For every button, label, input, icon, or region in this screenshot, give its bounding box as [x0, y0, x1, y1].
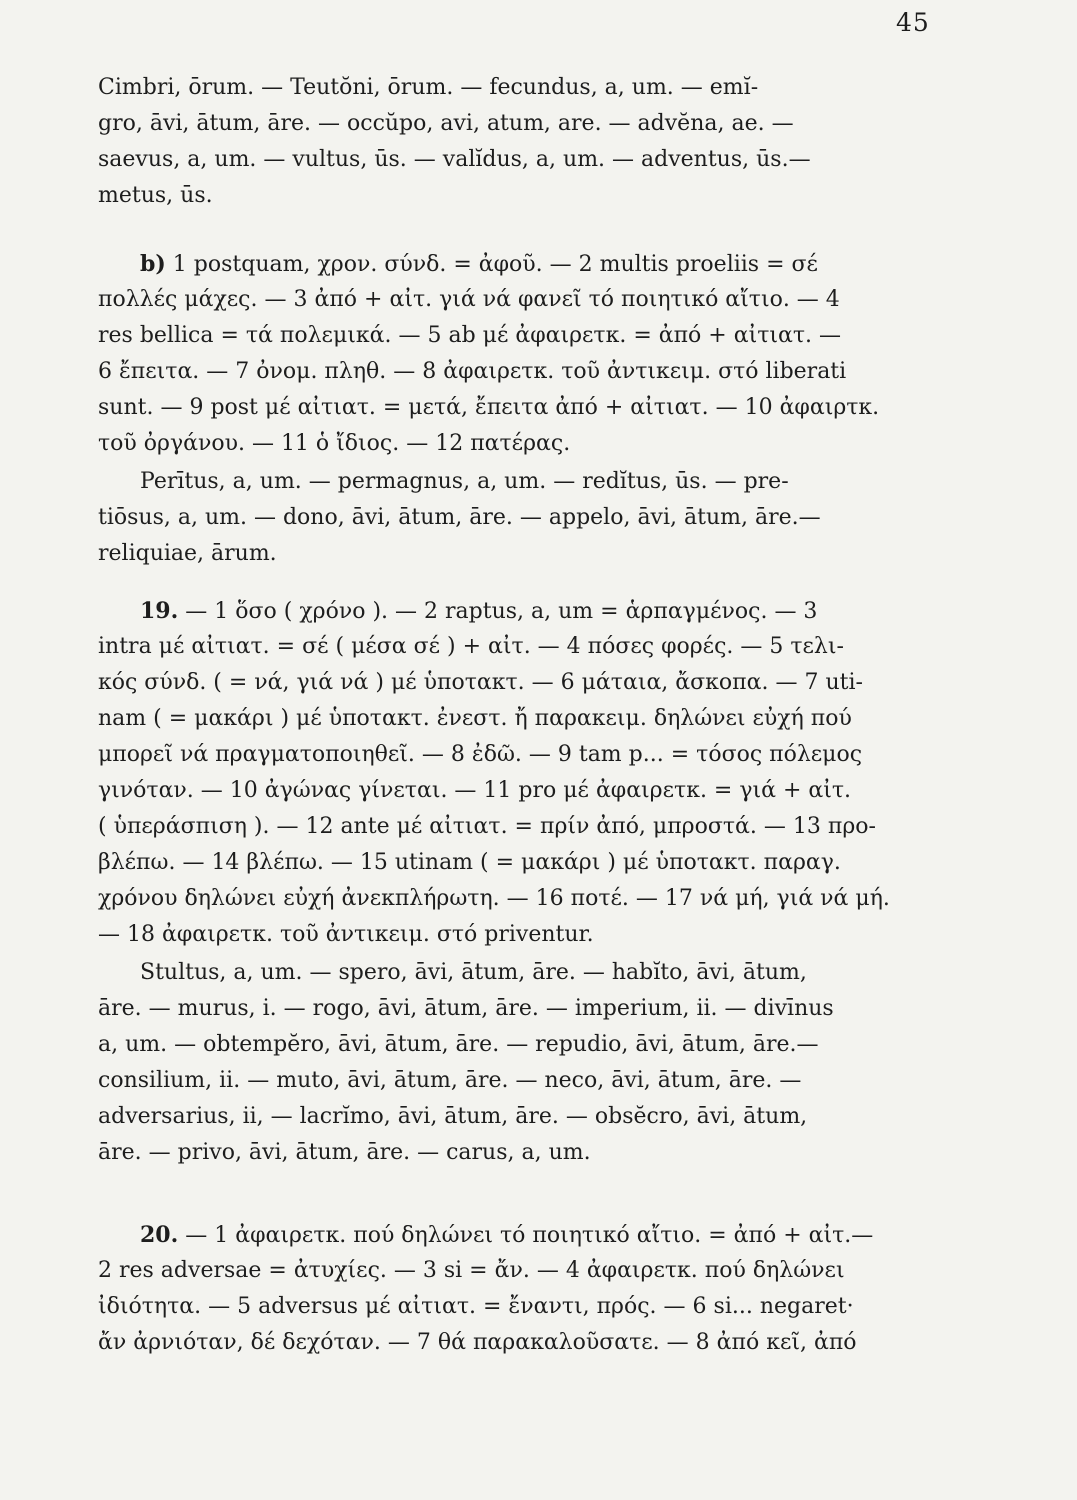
text-line: 6 ἔπειτα. — 7 ὀνομ. πληθ. — 8 ἀφαιρετκ. τοῦ ἀντικειμ. στό liberati	[98, 359, 847, 384]
text-line: 2 res adversae = ἀτυχίες. — 3 si = ἄν. — 4 ἀφαιρετκ. πού δηλώνει	[98, 1258, 845, 1283]
text-line: sunt. — 9 post μέ αἰτιατ. = μετά, ἔπειτα ἀπό + αἰτιατ. — 10 ἀφαιρτκ.	[98, 395, 880, 420]
text-line: πολλές μάχες. — 3 ἀπό + αἰτ. γιά νά φανεῖ τό ποιητικό αἴτιο. — 4	[98, 287, 840, 312]
text-line: Cimbri, ōrum. — Teutŏni, ōrum. — fecundus, a, um. — emĭ-	[98, 75, 759, 100]
section-label: b)	[140, 251, 166, 277]
text-line: ( ὑπεράσπιση ). — 12 ante μέ αἰτιατ. = πρίν ἀπό, μπροστά. — 13 προ-	[98, 814, 876, 839]
text-line: nam ( = μακάρι ) μέ ὑποτακτ. ἐνεστ. ἤ παρακειμ. δηλώνει εὐχή πού	[98, 706, 852, 731]
text-line: tiōsus, a, um. — dono, āvi, ātum, āre. — appelo, āvi, ātum, āre.—	[98, 505, 821, 530]
text-line: res bellica = τά πολεμικά. — 5 ab μέ ἀφαιρετκ. = ἀπό + αἰτιατ. —	[98, 323, 842, 348]
text-line: a, um. — obtempĕro, āvi, ātum, āre. — repudio, āvi, ātum, āre.—	[98, 1032, 819, 1057]
text-line: ἄν ἀρνιόταν, δέ δεχόταν. — 7 θά παρακαλοῦσατε. — 8 ἀπό κεῖ, ἀπό	[98, 1330, 857, 1355]
notes-section-19	[98, 593, 962, 953]
text-line: intra μέ αἰτιατ. = σέ ( μέσα σέ ) + αἰτ. — 4 πόσες φορές. — 5 τελι-	[98, 634, 844, 659]
text-line: āre. — murus, i. — rogo, āvi, ātum, āre. — imperium, ii. — divīnus	[98, 996, 834, 1021]
vocabulary-paragraph	[98, 70, 962, 214]
line-text: — 1 ἀφαιρετκ. πού δηλώνει τό ποιητικό αἴτιο. = ἀπό + αἰτ.—	[178, 1223, 874, 1248]
text-line: metus, ūs.	[98, 183, 213, 208]
notes-section-b	[98, 246, 962, 462]
text-line: μπορεῖ νά πραγματοποιηθεῖ. — 8 ἐδῶ. — 9 tam p... = τόσος πόλεμος	[98, 742, 863, 767]
text-line	[98, 246, 962, 282]
text-line: χρόνου δηλώνει εὐχή ἀνεκπλήρωτη. — 16 ποτέ. — 17 νά μή, γιά νά μή.	[98, 886, 890, 911]
section-label: 20.	[140, 1222, 179, 1248]
text-line: consilium, ii. — muto, āvi, ātum, āre. — neco, āvi, ātum, āre. —	[98, 1068, 802, 1093]
text-line: Perītus, a, um. — permagnus, a, um. — redĭtus, ūs. — pre-	[140, 469, 789, 494]
text-line: ἰδιότητα. — 5 adversus μέ αἰτιατ. = ἔναντι, πρός. — 6 si... negaret·	[98, 1294, 854, 1319]
notes-section-20	[98, 1217, 962, 1361]
text-line: τοῦ ὀργάνου. — 11 ὁ ἴδιος. — 12 πατέρας.	[98, 431, 571, 456]
text-line: κός σύνδ. ( = νά, γιά νά ) μέ ὑποτακτ. — 6 μάταια, ἄσκοπα. — 7 uti-	[98, 670, 863, 695]
text-line: adversarius, ii, — lacrĭmo, āvi, ātum, āre. — obsĕcro, āvi, ātum,	[98, 1104, 808, 1129]
vocabulary-paragraph	[98, 464, 962, 572]
line-text: 1 postquam, χρον. σύνδ. = ἀφοῦ. — 2 multis proeliis = σέ	[165, 252, 818, 277]
text-line: γινόταν. — 10 ἀγώνας γίνεται. — 11 pro μέ ἀφαιρετκ. = γιά + αἰτ.	[98, 778, 852, 803]
text-line: āre. — privo, āvi, ātum, āre. — carus, a, um.	[98, 1140, 591, 1165]
text-line: — 18 ἀφαιρετκ. τοῦ ἀντικειμ. στό priventur.	[98, 922, 594, 947]
line-text: — 1 ὅσο ( χρόνο ). — 2 raptus, a, um = ἁρπαγμένος. — 3	[178, 599, 818, 624]
text-line: saevus, a, um. — vultus, ūs. — valĭdus, a, um. — adventus, ūs.—	[98, 147, 811, 172]
page-number: 45	[896, 8, 930, 37]
text-line: βλέπω. — 14 βλέπω. — 15 utinam ( = μακάρι ) μέ ὑποτακτ. παραγ.	[98, 850, 841, 875]
text-line	[98, 1217, 962, 1253]
text-line: gro, āvi, ātum, āre. — occŭpo, avi, atum, are. — advĕna, ae. —	[98, 111, 794, 136]
section-label: 19.	[140, 598, 179, 624]
text-line: reliquiae, ārum.	[98, 541, 277, 566]
text-line: Stultus, a, um. — spero, āvi, ātum, āre. — habĭto, āvi, ātum,	[140, 960, 807, 985]
text-line	[98, 593, 962, 629]
vocabulary-paragraph	[98, 955, 962, 1171]
